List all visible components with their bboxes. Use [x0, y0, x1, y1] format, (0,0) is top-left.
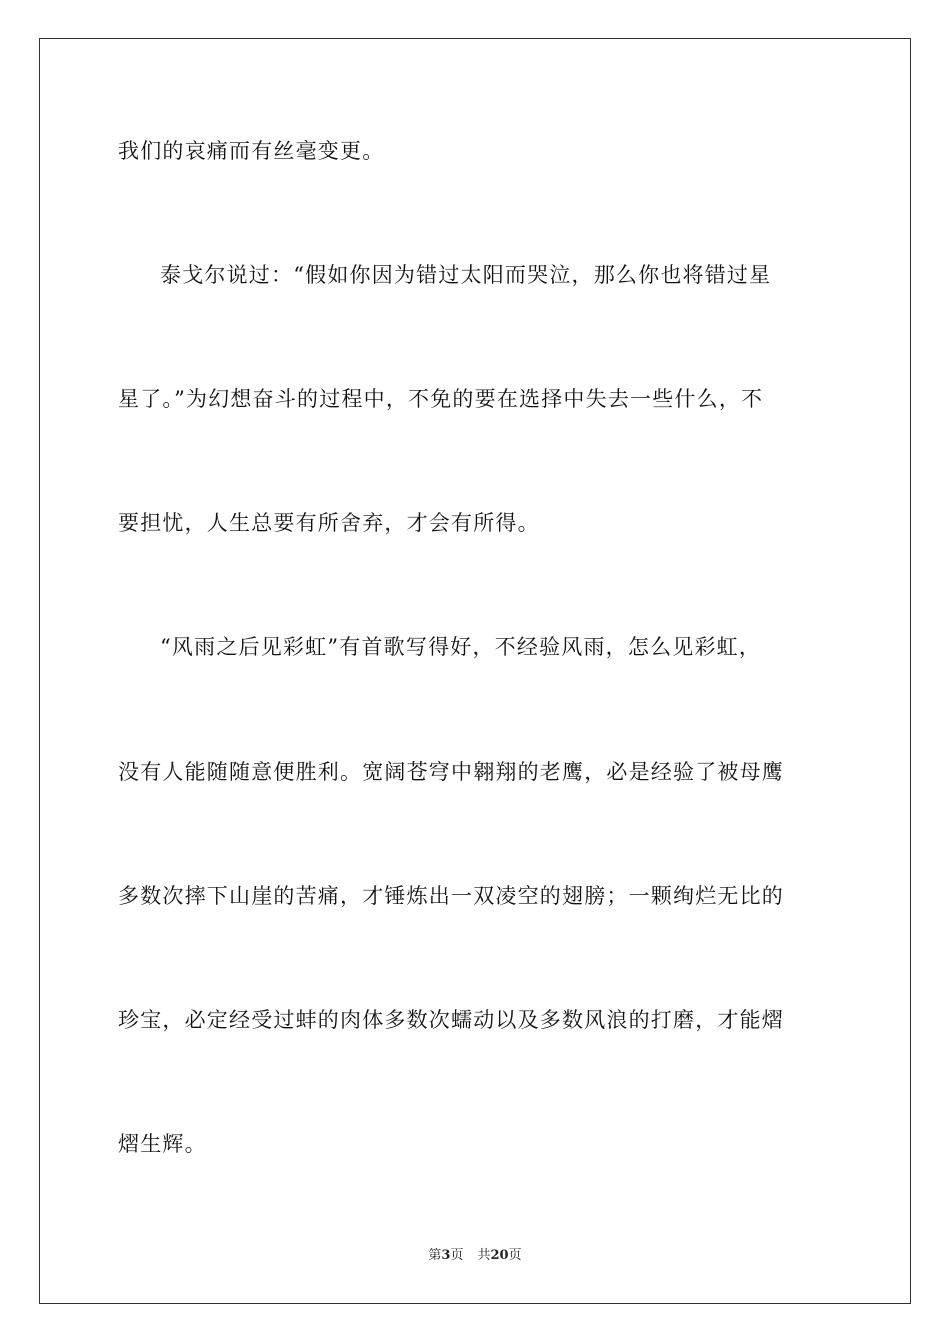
- current-page-number: 3: [441, 1248, 451, 1263]
- text-line: “风雨之后见彩虹”有首歌写得好，不经验风雨，怎么见彩虹，: [160, 635, 762, 659]
- total-suffix: 页: [508, 1248, 522, 1263]
- total-pages-number: 20: [490, 1248, 509, 1263]
- page-suffix: 页: [450, 1248, 464, 1263]
- page-footer: [0, 1247, 950, 1265]
- text-line: 没有人能随随意便胜利。宽阔苍穹中翱翔的老鹰，必是经验了被母鹰: [118, 760, 784, 784]
- text-line: 熠生辉。: [118, 1132, 207, 1156]
- page-prefix: 第: [428, 1248, 442, 1263]
- text-line: 泰戈尔说过：“假如你因为错过太阳而哭泣，那么你也将错过星: [160, 263, 772, 287]
- text-line: 星了。”为幻想奋斗的过程中，不免的要在选择中失去一些什么，不: [118, 387, 764, 411]
- text-line: 我们的哀痛而有丝毫变更。: [118, 139, 385, 163]
- total-prefix: 共: [477, 1248, 491, 1263]
- page-border: [39, 38, 911, 1304]
- text-line: 珍宝，必定经受过蚌的肉体多数次蠕动以及多数风浪的打磨，才能熠: [118, 1008, 784, 1032]
- text-line: 要担忧，人生总要有所舍弃，才会有所得。: [118, 511, 540, 535]
- text-line: 多数次摔下山崖的苦痛，才锤炼出一双凌空的翅膀；一颗绚烂无比的: [118, 884, 784, 908]
